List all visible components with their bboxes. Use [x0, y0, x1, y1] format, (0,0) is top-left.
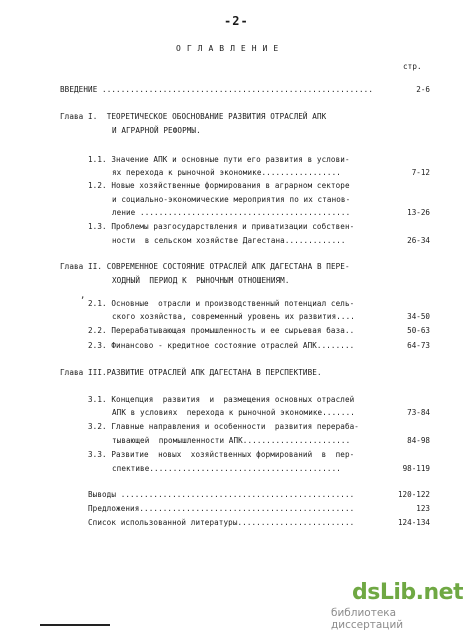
toc-section-2-3: 2.3. Финансово - кредитное состояние отраслей АПК........	[88, 341, 355, 350]
toc-chapter-2-cont: ХОДНЫЙ ПЕРИОД К РЫНОЧНЫМ ОТНОШЕНИЯМ.	[112, 276, 290, 285]
toc-pages-bibliography: 124-134	[397, 518, 430, 527]
toc-section-3-3-cont: спективе.........................................	[112, 464, 341, 473]
toc-section-1-1: 1.1. Значение АПК и основные пути его развития в услови-	[88, 155, 350, 164]
toc-pages-1-2: 13-26	[407, 208, 430, 217]
toc-pages-3-3: 98-119	[402, 464, 430, 473]
toc-section-2-1: 2.1. Основные отрасли и производственный потенциал сель-	[88, 299, 355, 308]
toc-section-3-2: 3.2. Главные направления и особенности развития перераба-	[88, 422, 359, 431]
toc-section-3-3: 3.3. Развитие новых хозяйственных формирований в пер-	[88, 450, 355, 459]
toc-chapter-2: Глава II. СОВРЕМЕННОЕ СОСТОЯНИЕ ОТРАСЛЕЙ АПК ДАГЕСТАНА В ПЕРЕ-	[60, 262, 350, 271]
toc-pages-2-1: 34-50	[407, 312, 430, 321]
toc-pages-conclusions: 120-122	[397, 490, 430, 499]
toc-pages-2-2: 50-63	[407, 326, 430, 335]
toc-pages-1-3: 26-34	[407, 236, 430, 245]
toc-section-2-2: 2.2. Перерабатывающая промышленность и ее сырьевая база..	[88, 326, 355, 335]
toc-section-1-3: 1.3. Проблемы разгосударствления и приватизации собствен-	[88, 222, 355, 231]
toc-pages-2-3: 64-73	[407, 341, 430, 350]
toc-pages-1-1: 7-12	[411, 168, 430, 177]
toc-pages-intro: 2-6	[416, 85, 430, 94]
toc-entry-intro: ВВЕДЕНИЕ ..........................................................	[60, 85, 374, 94]
toc-section-3-1: 3.1. Концепция развития и размещения основных отраслей	[88, 395, 355, 404]
toc-section-2-1-cont: ского хозяйства, современный уровень их развития....	[112, 312, 355, 321]
toc-pages-3-1: 73-84	[407, 408, 430, 417]
scan-edge-line	[40, 624, 110, 626]
toc-pages-proposals: 123	[416, 504, 430, 513]
toc-section-1-2: 1.2. Новые хозяйственные формирования в аграрном секторе	[88, 181, 350, 190]
dslib-logo: dsLib.net	[352, 580, 463, 605]
dslib-subtitle: библиотека диссертаций	[331, 607, 404, 631]
page-number: -2-	[224, 14, 249, 28]
toc-title: ОГЛАВЛЕНИЕ	[176, 44, 285, 53]
toc-chapter-1-cont: И АГРАРНОЙ РЕФОРМЫ.	[112, 126, 201, 135]
toc-section-1-2-cont2: ление .............................................	[112, 208, 351, 217]
toc-section-1-2-cont: и социально-экономические мероприятия по их станов-	[112, 195, 351, 204]
toc-section-3-1-cont: АПК в условиях перехода к рыночной экономике.......	[112, 408, 355, 417]
toc-chapter-1: Глава I. ТЕОРЕТИЧЕСКОЕ ОБОСНОВАНИЕ РАЗВИТИЯ ОТРАСЛЕЙ АПК	[60, 112, 327, 121]
toc-chapter-3: Глава III.РАЗВИТИЕ ОТРАСЛЕЙ АПК ДАГЕСТАНА В ПЕРСПЕКТИВЕ.	[60, 368, 322, 377]
stray-mark: ,	[80, 291, 86, 301]
toc-proposals: Предложения..............................................	[88, 504, 355, 513]
toc-conclusions: Выводы ..................................................	[88, 490, 355, 499]
toc-bibliography: Список использованной литературы.........................	[88, 518, 355, 527]
toc-section-1-3-cont: ности в сельском хозяйстве Дагестана.............	[112, 236, 346, 245]
toc-section-1-1-cont: ях перехода к рыночной экономике.................	[112, 168, 341, 177]
page-column-header: стр.	[403, 62, 422, 71]
toc-pages-3-2: 84-98	[407, 436, 430, 445]
toc-section-3-2-cont: тывающей промышленности АПК.......................	[112, 436, 351, 445]
